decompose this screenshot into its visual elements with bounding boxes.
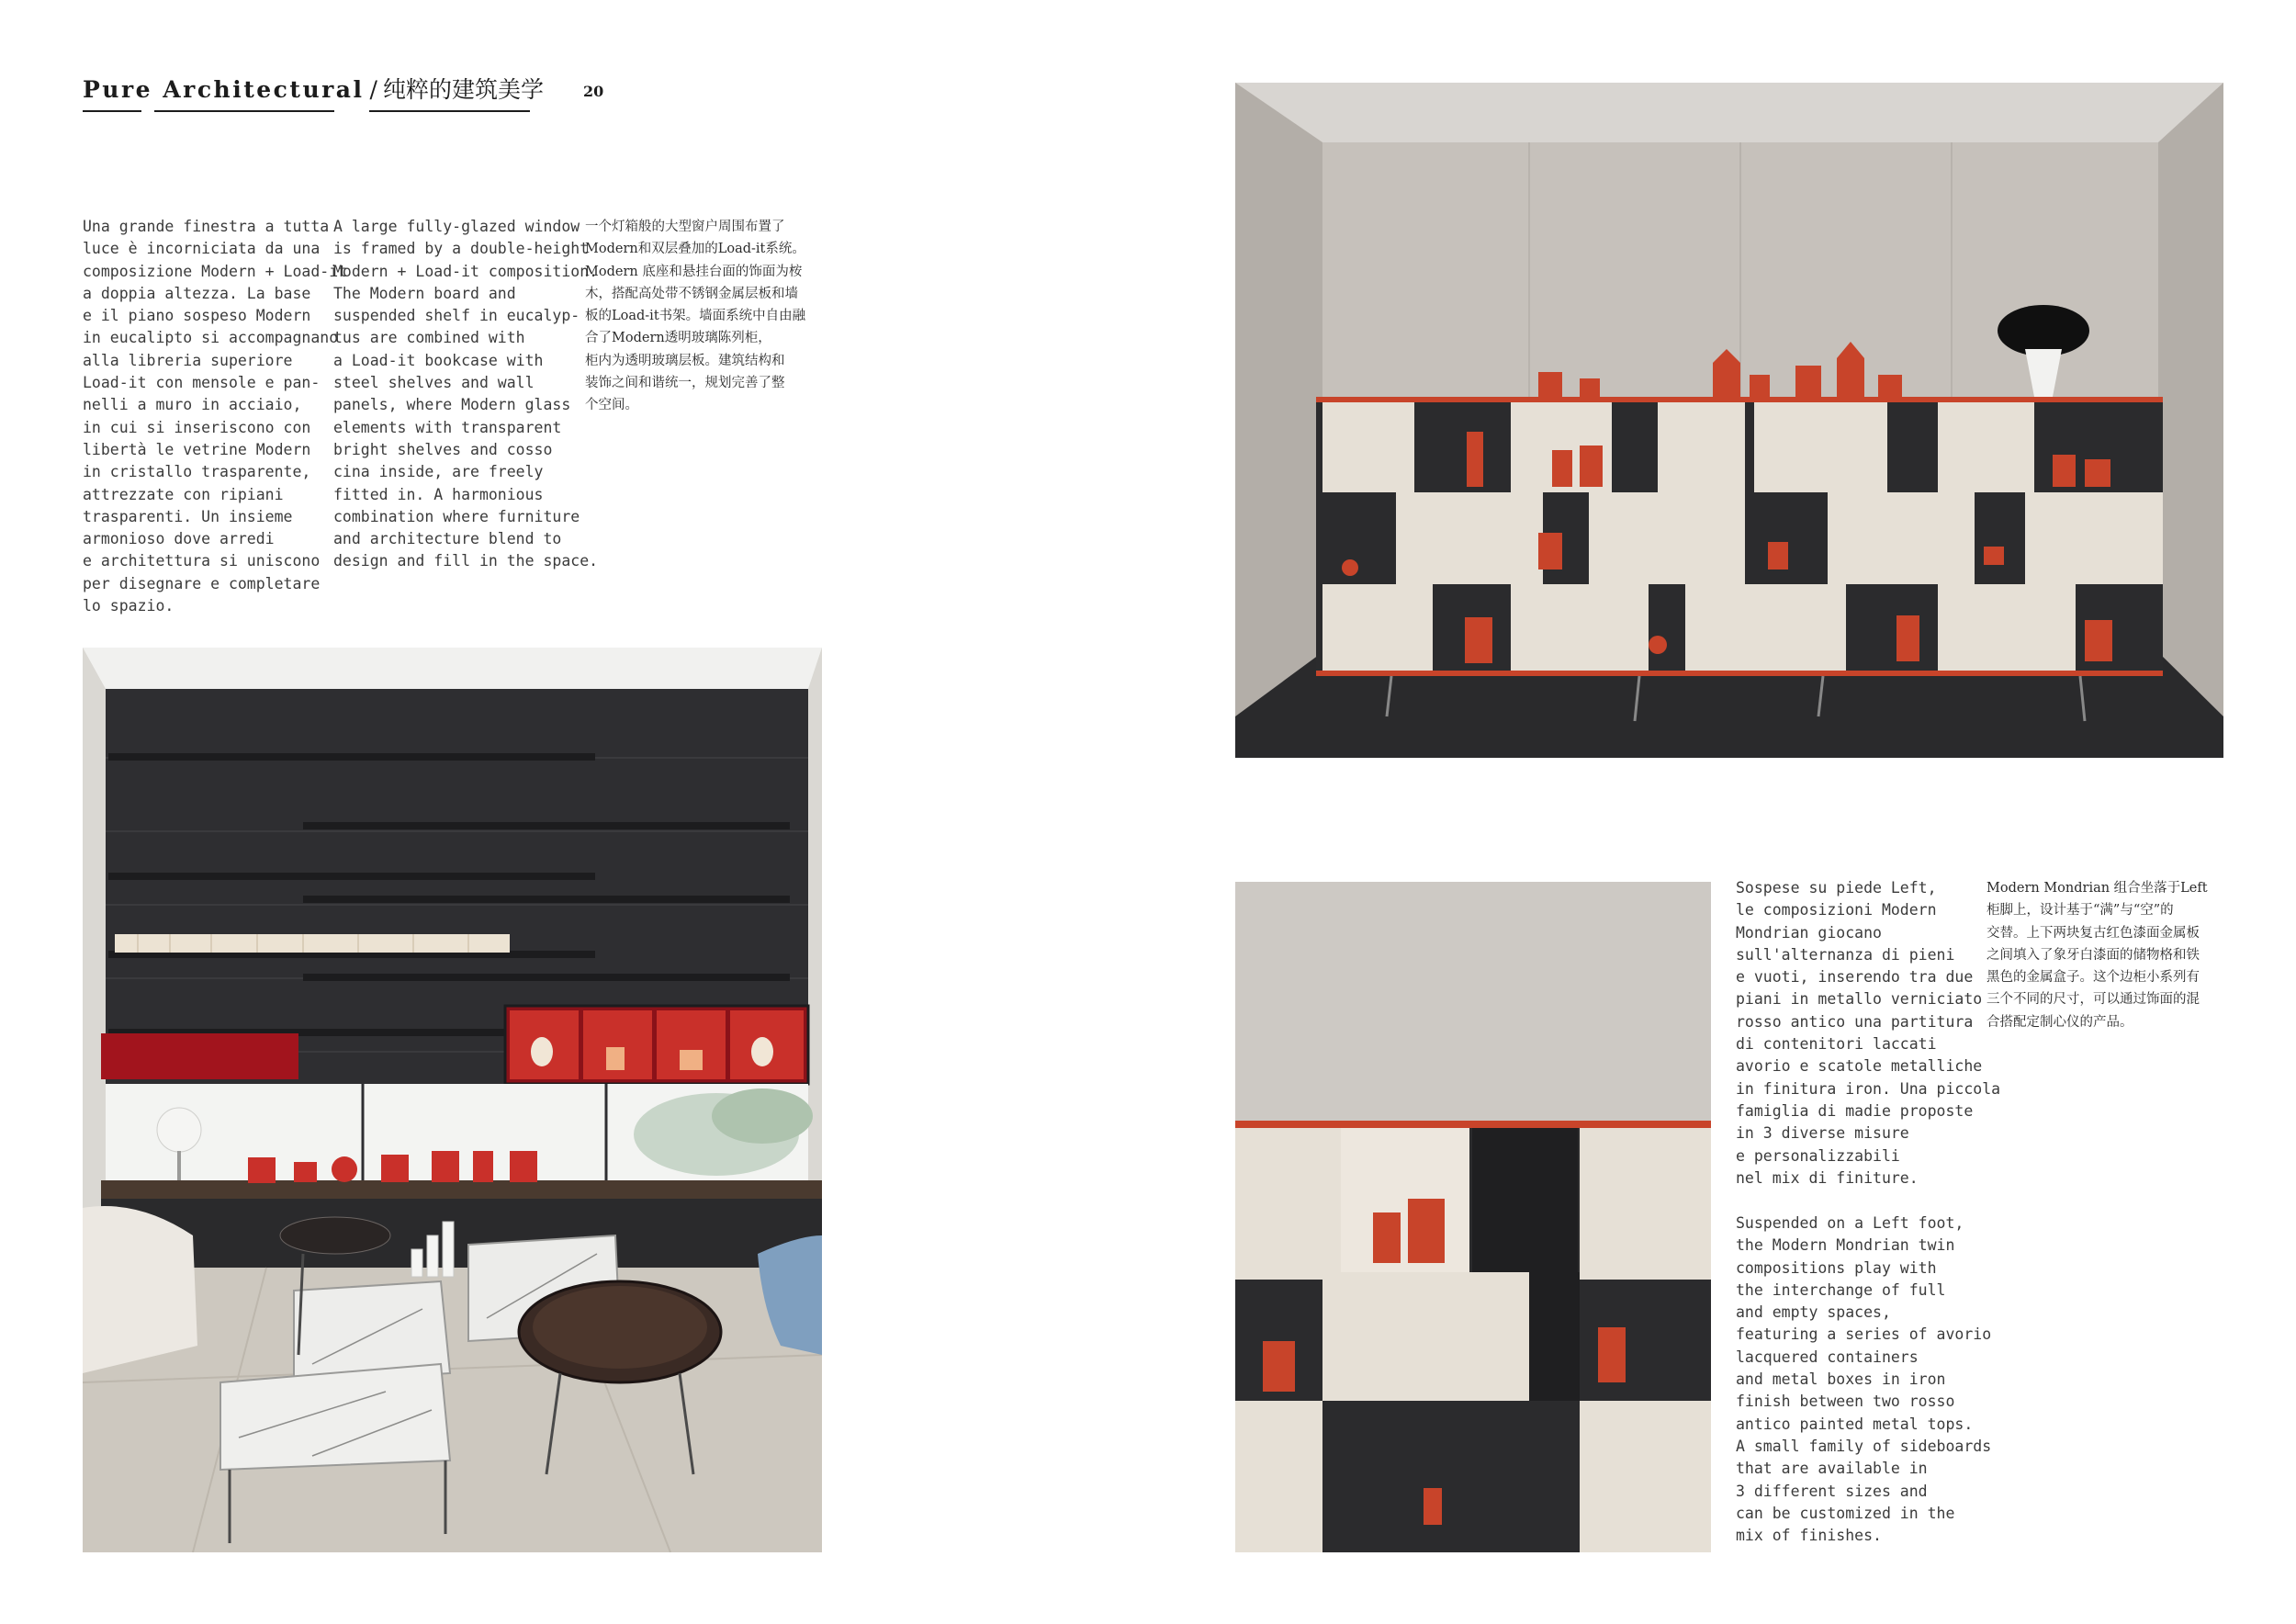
cabinet-detail-illustration bbox=[1235, 882, 1711, 1552]
title-zh: 纯粹的建筑美学 bbox=[382, 76, 544, 103]
photo-mondrian-twin bbox=[1235, 83, 2223, 758]
page-number: 20 bbox=[583, 83, 604, 100]
title-separator: / bbox=[369, 76, 377, 103]
title-en: Pure Architectural bbox=[83, 76, 365, 103]
text-english-bottom: Suspended on a Left foot, the Modern Mondrian twin compositions play with the interchange of full and empty spaces, featuring a series of avorio lacquered containers and metal boxes in iron finish between two rosso antico painted metal tops. A small family of sideboards that are available in 3 different sizes and can be customized in the mix of finishes. bbox=[1736, 1214, 1992, 1545]
text-chinese-top: 一个灯箱般的大型窗户周围布置了 Modern和双层叠加的Load-it系统。 Modern 底座和悬挂台面的饰面为桉 木，搭配高处带不锈钢金属层板和墙 板的Load-it书架。墙面系统中自由融 合了Modern透明玻璃陈列柜， 柜内为透明玻璃层板。建筑结构和 装饰之间和谐统一，规划完善了整 个空间。 bbox=[585, 220, 806, 413]
title-underline-1 bbox=[83, 110, 141, 112]
living-room-illustration bbox=[83, 648, 822, 1552]
text-chinese-bottom: Modern Mondrian 组合坐落于Left 柜脚上，设计基于“满”与“空”的 交替。上下两块复古红色漆面金属板 之间填入了象牙白漆面的储物格和铁 黑色的金属盒子。这个边柜小系列有 三个不同的尺寸，可以通过饰面的混 合搭配定制心仪的产品。 bbox=[1986, 881, 2208, 1030]
title-underline-3 bbox=[369, 110, 530, 112]
text-italian-top: Una grande finestra a tutta luce è incorniciata da una composizione Modern + Load-it a doppia altezza. La base e il piano sospeso Modern in eucalipto si accompagnano alla libreria superiore Load-it con mensole e pan- nelli a muro in acciaio, in cui si inseriscono con libertà le vetrine Modern in cristallo trasparente, attrezzate con ripiani trasparenti. Un insieme armonioso dove arredi e architettura si uniscono per disegnare e completare lo spazio. bbox=[83, 218, 348, 615]
text-english-top: A large fully-glazed window is framed by a double-height Modern + Load-it composition. The Modern board and suspended shelf in eucalyp- tus are combined with a Load-it bookcase with steel shelves and wall panels, where Modern glass elements with transparent bright shelves and cosso cina inside, are freely fitted in. A harmonious combination where furniture and architecture blend to design and fill in the space. bbox=[333, 218, 599, 570]
text-italian-bottom: Sospese su piede Left, le composizioni Modern Mondrian giocano sull'alternanza di pieni e vuoti, inserendo tra due piani in metallo verniciato rosso antico una partitura di contenitori laccati avorio e scatole metalliche in finitura iron. Una piccola famiglia di madie proposte in 3 diverse misure e personalizzabili nel mix di finiture. bbox=[1736, 879, 2001, 1187]
photo-living-room bbox=[83, 648, 822, 1552]
photo-cabinet-detail bbox=[1235, 882, 1711, 1552]
mondrian-twin-illustration bbox=[1235, 83, 2223, 758]
title-underline-2 bbox=[154, 110, 334, 112]
